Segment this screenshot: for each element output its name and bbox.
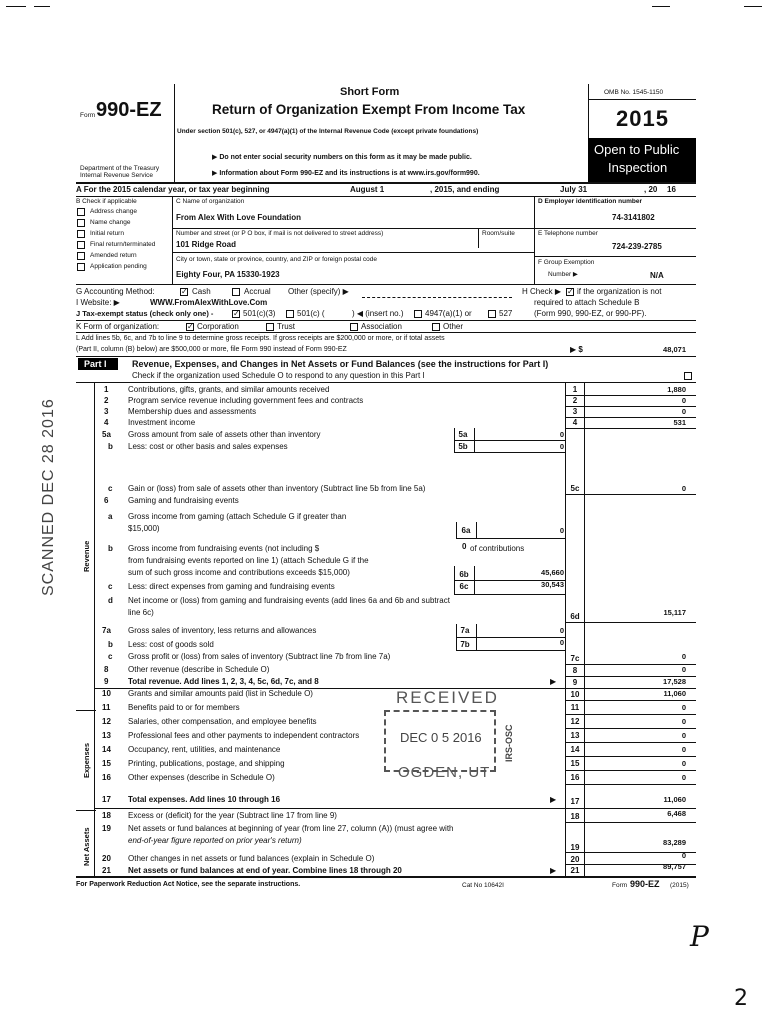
row-box: 10 — [570, 690, 580, 699]
accounting-method-label: G Accounting Method: — [76, 287, 155, 296]
row-amount[interactable]: 0 — [681, 851, 686, 860]
row-amount[interactable]: 89,757 — [663, 862, 686, 871]
instruction-2: ▶ Information about Form 990-EZ and its instructions is at www.irs.gov/form990. — [212, 170, 480, 177]
row-text-3: sum of such gross income and contributions exceeds $15,000) — [128, 568, 350, 577]
title-main: Return of Organization Exempt From Income Tax — [212, 102, 526, 117]
tax-year: 2015 — [616, 106, 669, 131]
insert-no-label: ) ◀ (insert no.) — [352, 309, 404, 318]
amended-return-checkbox[interactable] — [77, 252, 85, 260]
street-label: Number and street (or P O box, if mail is not delivered to street address) — [176, 230, 384, 237]
section-expenses-label: Expenses — [82, 742, 91, 778]
b-item-label: Name change — [90, 219, 131, 226]
row-amount[interactable]: 11,060 — [663, 689, 686, 698]
row-text: Net assets or fund balances at beginning of year (from line 27, column (A)) (must agree with — [128, 824, 454, 833]
row-num: 16 — [102, 773, 111, 782]
group-exemption-label: F Group Exemption — [538, 259, 595, 266]
rule-org-2 — [172, 252, 534, 253]
row-box: 9 — [572, 678, 578, 687]
row-num: 20 — [102, 854, 111, 863]
b-item-label: Application pending — [90, 263, 147, 270]
row-box: 20 — [570, 855, 580, 864]
instruction-1: ▶ Do not enter social security numbers on this form as it may be made public. — [212, 154, 472, 161]
row-sub-amount[interactable]: 0 — [559, 430, 564, 439]
corporation-label: Corporation — [197, 322, 239, 331]
corporation-checkbox[interactable]: ✓ — [187, 322, 194, 331]
row-text: Gross sales of inventory, less returns and allowances — [128, 626, 317, 635]
group-exemption-label2: Number ▶ — [548, 271, 578, 278]
row-text: Less: direct expenses from gaming and fundraising events — [128, 582, 335, 591]
sub-rule — [456, 650, 565, 651]
row-text: Total expenses. Add lines 10 through 16 — [128, 795, 281, 804]
address-change-checkbox[interactable] — [77, 208, 85, 216]
scan-artifact — [744, 6, 762, 7]
row-amount[interactable]: 0 — [681, 731, 686, 740]
footer-form-number: 990-EZ — [630, 879, 660, 889]
rule-l — [76, 332, 696, 333]
row-text: Grants and similar amounts paid (list in Schedule O) — [128, 689, 313, 698]
sub-rule — [454, 440, 565, 441]
org-name: From Alex With Love Foundation — [176, 213, 301, 222]
initial-return-checkbox[interactable] — [77, 230, 85, 238]
ein-label: D Employer identification number — [538, 198, 643, 205]
row-sub-amount[interactable]: 0 — [559, 638, 564, 647]
row-text: Gaming and fundraising events — [128, 496, 239, 505]
row-num: 1 — [104, 385, 109, 394]
row-box: 6d — [570, 612, 580, 621]
row-amount[interactable]: 1,880 — [667, 385, 686, 394]
website: WWW.FromAlexWithLove.Com — [150, 298, 268, 307]
row-amount[interactable]: 0 — [681, 652, 686, 661]
b-item-label: Address change — [90, 208, 137, 215]
accrual-checkbox[interactable] — [232, 288, 240, 296]
section-divider — [94, 382, 95, 876]
line-h-text3: (Form 990, 990-EZ, or 990-PF). — [534, 309, 647, 318]
row-rule — [565, 756, 696, 757]
row-rule — [565, 428, 696, 429]
row-box: 17 — [570, 797, 580, 806]
row-amount[interactable]: 0 — [681, 773, 686, 782]
row-box: 5c — [570, 484, 580, 493]
row-rule — [565, 494, 696, 495]
row-amount[interactable]: 0 — [681, 745, 686, 754]
line-l-dollar: ▶ $ — [570, 345, 583, 354]
row-text: Other revenue (describe in Schedule O) — [128, 665, 270, 674]
arrow-icon: ▶ — [550, 677, 557, 686]
row-box: 13 — [570, 731, 580, 740]
rule-part1-body — [76, 382, 696, 383]
row-num: a — [108, 512, 113, 521]
form-number: 990-EZ — [96, 99, 162, 121]
501c-checkbox[interactable] — [286, 310, 294, 318]
row-num: 2 — [104, 396, 109, 405]
row-num: 11 — [102, 703, 111, 712]
other-method-line — [362, 297, 512, 298]
street: 101 Ridge Road — [176, 240, 237, 249]
line-h-text: if the organization is not — [577, 287, 662, 296]
501c3-checkbox[interactable]: ✓ — [233, 309, 240, 318]
row-rule — [565, 784, 696, 785]
handwritten-page-number: 2 — [734, 986, 748, 1011]
row-text: Professional fees and other payments to independent contractors — [128, 731, 360, 740]
public-line2: Inspection — [608, 160, 668, 175]
row-amount[interactable]: 0 — [681, 665, 686, 674]
501c-label: 501(c) ( — [297, 309, 325, 318]
row-text: Occupancy, rent, utilities, and maintenance — [128, 745, 281, 754]
city: Eighty Four, PA 15330-1923 — [176, 270, 280, 279]
footer-form-prefix: Form — [612, 882, 628, 889]
phone: 724-239-2785 — [612, 242, 662, 251]
name-change-checkbox[interactable] — [77, 219, 85, 227]
public-inspection-box — [588, 138, 696, 182]
schedule-b-checkbox[interactable]: ✓ — [567, 287, 574, 296]
row-box: 8 — [572, 666, 578, 675]
part1-check-text: Check if the organization used Schedule O to respond to any question in this Part I — [132, 371, 425, 380]
rule-k — [76, 320, 696, 321]
b-item-label: Amended return — [90, 252, 137, 259]
scan-artifact — [652, 6, 670, 7]
website-label: I Website: ▶ — [76, 298, 120, 307]
header-divider-left — [174, 84, 175, 182]
arrow-icon: ▶ — [550, 795, 557, 804]
row-sub-box: 5a — [458, 430, 468, 439]
row-text: Gross amount from sale of assets other than inventory — [128, 430, 321, 439]
row-rule — [565, 742, 696, 743]
other-org-checkbox[interactable] — [432, 323, 440, 331]
line-h-label: H Check ▶ — [522, 287, 562, 296]
part1-title: Revenue, Expenses, and Changes in Net Assets or Fund Balances (see the instructions for Part I) — [132, 359, 549, 369]
received-stamp-location: OGDEN, UT — [398, 764, 491, 781]
sub-rule — [454, 594, 565, 595]
row-sub-box: 7a — [460, 626, 470, 635]
row-amount[interactable]: 6,468 — [667, 809, 686, 818]
row-num: c — [108, 582, 113, 591]
501c3-label: 501(c)(3) — [243, 309, 276, 318]
row-rule — [565, 622, 696, 623]
row-sub-amount[interactable]: 45,660 — [541, 568, 564, 577]
row-amount[interactable]: 15,117 — [663, 608, 686, 617]
rule-part1 — [76, 356, 696, 357]
row-box: 16 — [570, 773, 580, 782]
row-sub-box: 6a — [461, 526, 471, 535]
phone-label: E Telephone number — [538, 230, 598, 237]
footer-notice: For Paperwork Reduction Act Notice, see the separate instructions. — [76, 881, 301, 888]
line-a-end-year-prefix: , 20 — [644, 185, 658, 194]
row-num: 5a — [102, 430, 111, 439]
row-sub-amount[interactable]: 30,543 — [541, 580, 564, 589]
row-rule — [565, 728, 696, 729]
omb-rule — [588, 99, 696, 100]
row-num: c — [108, 652, 113, 661]
arrow-icon: ▶ — [550, 866, 557, 875]
row-rule — [565, 700, 696, 701]
527-checkbox[interactable] — [488, 310, 496, 318]
row-num: 3 — [104, 407, 109, 416]
row-rule — [565, 770, 696, 771]
row-num: b — [108, 442, 113, 451]
rule-exp-net — [76, 810, 96, 811]
row-box: 3 — [572, 407, 578, 416]
row-rule — [94, 808, 696, 809]
row-text: Gross income from gaming (attach Schedule G if greater than — [128, 512, 347, 521]
row-amount[interactable]: 0 — [681, 703, 686, 712]
form-org-label: K Form of organization: — [76, 322, 160, 331]
row-6b-inline-rest: of contributions — [470, 544, 525, 553]
line-a-end: July 31 — [560, 185, 588, 194]
line-h-text2: required to attach Schedule B — [534, 298, 640, 307]
cash-label: Cash — [192, 287, 211, 296]
row-box: 7c — [570, 654, 580, 663]
row-sub-amount[interactable]: 0 — [559, 626, 564, 635]
row-text: Gross income from fundraising events (not including $ — [128, 544, 320, 553]
row-sub-box: 5b — [458, 442, 468, 451]
527-label: 527 — [499, 309, 513, 318]
rule-g — [76, 284, 696, 285]
received-stamp — [376, 688, 512, 792]
trust-label: Trust — [277, 322, 295, 331]
scan-artifact — [6, 6, 26, 7]
row-num: 6 — [104, 496, 109, 505]
box-col-left — [565, 382, 566, 876]
row-box: 14 — [570, 745, 580, 754]
rule-a — [76, 196, 696, 197]
row-text: Program service revenue including government fees and contracts — [128, 396, 364, 405]
part1-tag-box — [78, 358, 118, 370]
sub-rule — [456, 538, 565, 539]
line-a-end-year: 16 — [667, 185, 676, 194]
ein: 74-3141802 — [612, 213, 655, 222]
rule-rev-exp — [76, 710, 96, 711]
row-amount[interactable]: 83,289 — [663, 838, 686, 847]
tax-exempt-label: J Tax-exempt status (check only one) - — [76, 309, 214, 318]
line-a-mid: , 2015, and ending — [430, 185, 500, 194]
city-label: City or town, state or province, country, and ZIP or foreign postal code — [176, 256, 377, 263]
row-num: 18 — [102, 811, 111, 820]
footer-cat: Cat No 10642I — [462, 882, 504, 889]
footer-year: (2015) — [670, 882, 689, 889]
row-rule — [565, 822, 696, 823]
row-text: Contributions, gifts, grants, and similar amounts received — [128, 385, 330, 394]
row-text: Benefits paid to or for members — [128, 703, 240, 712]
row-num: c — [108, 484, 113, 493]
sub-col — [456, 522, 457, 538]
omb-number: OMB No. 1545-1150 — [604, 89, 664, 96]
rule-room — [478, 228, 479, 248]
line-l-text1: L Add lines 5b, 6c, and 7b to line 9 to determine gross receipts. If gross receipts are $200,000 or more, or if total assets — [76, 335, 445, 342]
row-num: 15 — [102, 759, 111, 768]
row-text: Less: cost or other basis and sales expenses — [128, 442, 288, 451]
other-method-label: Other (specify) ▶ — [288, 287, 349, 296]
section-b-label: B Check if applicable — [76, 198, 137, 205]
header-bottom-rule — [76, 182, 696, 184]
rule-c-d — [534, 196, 535, 284]
row-text: Investment income — [128, 418, 196, 427]
received-stamp-date: DEC 0 5 2016 — [400, 730, 482, 745]
row-sub-amount[interactable]: 0 — [559, 442, 564, 451]
row-text: Net assets or fund balances at end of year. Combine lines 18 through 20 — [128, 866, 402, 875]
dept-line2: Internal Revenue Service — [80, 172, 153, 179]
row-num: 7a — [102, 626, 111, 635]
line-a-begin: August 1 — [350, 185, 385, 194]
rule-d-e — [534, 228, 696, 229]
row-num: b — [108, 640, 113, 649]
other-org-label: Other — [443, 322, 464, 331]
row-text: Printing, publications, postage, and shipping — [128, 759, 285, 768]
4947-checkbox[interactable] — [414, 310, 422, 318]
scanned-stamp: SCANNED DEC 28 2016 — [40, 398, 57, 596]
row-num: 12 — [102, 717, 111, 726]
row-amount[interactable]: 0 — [681, 407, 686, 416]
schedule-o-checkbox[interactable] — [684, 372, 692, 380]
scan-artifact — [34, 6, 50, 7]
row-amount[interactable]: 0 — [681, 396, 686, 405]
row-text: Other changes in net assets or fund balances (explain in Schedule O) — [128, 854, 375, 863]
rule-org-1 — [172, 228, 534, 229]
row-sub-box: 6c — [459, 582, 469, 591]
row-text-2: $15,000) — [128, 524, 160, 533]
cash-checkbox[interactable]: ✓ — [181, 287, 188, 296]
subtitle: Under section 501(c), 527, or 4947(a)(1) of the Internal Revenue Code (except private foundations) — [177, 128, 479, 135]
org-name-label: C Name of organization — [176, 198, 245, 205]
accrual-label: Accrual — [244, 287, 271, 296]
gross-receipts-amount: 48,071 — [663, 345, 686, 354]
row-text: Gain or (loss) from sale of assets other than inventory (Subtract line 5b from line 5a) — [128, 484, 426, 493]
row-text: Salaries, other compensation, and employee benefits — [128, 717, 317, 726]
group-exemption-number: N/A — [650, 271, 664, 280]
row-text-2: from fundraising events reported on line 1) (attach Schedule G if the — [128, 556, 369, 565]
row-amount[interactable]: 17,528 — [663, 677, 686, 686]
row-num: 19 — [102, 824, 111, 833]
section-revenue-label: Revenue — [82, 540, 91, 572]
row-box: 1 — [572, 385, 578, 394]
row-sub-box: 7b — [460, 640, 470, 649]
row-amount[interactable]: 0 — [681, 759, 686, 768]
row-6b-inline-amount[interactable]: 0 — [462, 542, 467, 551]
part1-tag: Part I — [84, 359, 107, 369]
row-num: 21 — [102, 866, 111, 875]
row-text: Gross profit or (loss) from sales of inventory (Subtract line 7b from line 7a) — [128, 652, 391, 661]
received-stamp-title: RECEIVED — [396, 688, 499, 707]
row-box: 18 — [570, 812, 580, 821]
handwritten-mark: P — [690, 920, 709, 953]
room-label: Room/suite — [482, 230, 515, 237]
association-checkbox[interactable] — [350, 323, 358, 331]
row-num: 13 — [102, 731, 111, 740]
row-text: Excess or (deficit) for the year (Subtract line 17 from line 9) — [128, 811, 337, 820]
row-num: 8 — [104, 665, 109, 674]
application-pending-checkbox[interactable] — [77, 263, 85, 271]
row-num: 4 — [104, 418, 109, 427]
row-text: Membership dues and assessments — [128, 407, 257, 416]
row-box: 15 — [570, 759, 580, 768]
row-text: Net income or (loss) from gaming and fundraising events (add lines 6a and 6b and subtract — [128, 596, 450, 605]
public-line1: Open to Public — [594, 142, 680, 157]
row-amount[interactable]: 0 — [681, 717, 686, 726]
row-amount[interactable]: 0 — [681, 484, 686, 493]
line-l-text2: (Part II, column (B) below) are $500,000 or more, file Form 990 instead of Form 990-EZ — [76, 346, 347, 353]
b-item-label: Final return/terminated — [90, 241, 156, 248]
row-num: 10 — [102, 689, 111, 698]
row-sub-amount[interactable]: 0 — [559, 526, 564, 535]
row-num: 17 — [102, 795, 111, 804]
rule-e-f — [534, 256, 696, 257]
row-text: Less: cost of goods sold — [128, 640, 214, 649]
title-short: Short Form — [340, 86, 400, 98]
row-box: 12 — [570, 717, 580, 726]
association-label: Association — [361, 322, 402, 331]
trust-checkbox[interactable] — [266, 323, 274, 331]
row-num: 9 — [104, 677, 109, 686]
section-net-assets-label: Net Assets — [82, 827, 91, 866]
dept-line1: Department of the Treasury — [80, 165, 160, 172]
row-text: Other expenses (describe in Schedule O) — [128, 773, 275, 782]
box-col-right — [584, 382, 585, 876]
4947-label: 4947(a)(1) or — [425, 309, 472, 318]
row-num: d — [108, 596, 113, 605]
row-box: 11 — [570, 703, 580, 712]
b-item-label: Initial return — [90, 230, 124, 237]
row-rule — [565, 714, 696, 715]
final-return-checkbox[interactable] — [77, 241, 85, 249]
row-box: 19 — [570, 843, 580, 852]
row-text-2: line 6c) — [128, 608, 154, 617]
irs-osc-stamp: IRS-OSC — [504, 724, 514, 762]
rule-b-c — [172, 196, 173, 284]
row-text-2: end-of-year figure reported on prior year's return) — [128, 836, 302, 845]
row-text: Total revenue. Add lines 1, 2, 3, 4, 5c, 6d, 7c, and 8 — [128, 677, 319, 686]
row-box: 4 — [572, 418, 578, 427]
form-prefix: Form — [80, 112, 96, 119]
sub-rule — [454, 452, 565, 453]
row-box: 2 — [572, 396, 578, 405]
sub-col — [476, 522, 477, 538]
row-num: 14 — [102, 745, 111, 754]
line-a-label: A For the 2015 calendar year, or tax year beginning — [76, 185, 270, 194]
row-amount[interactable]: 11,060 — [663, 795, 686, 804]
row-box: 21 — [570, 866, 580, 875]
row-sub-box: 6b — [459, 570, 469, 579]
row-num: b — [108, 544, 113, 553]
row-amount[interactable]: 531 — [673, 418, 686, 427]
part1-bottom-rule — [76, 876, 696, 878]
